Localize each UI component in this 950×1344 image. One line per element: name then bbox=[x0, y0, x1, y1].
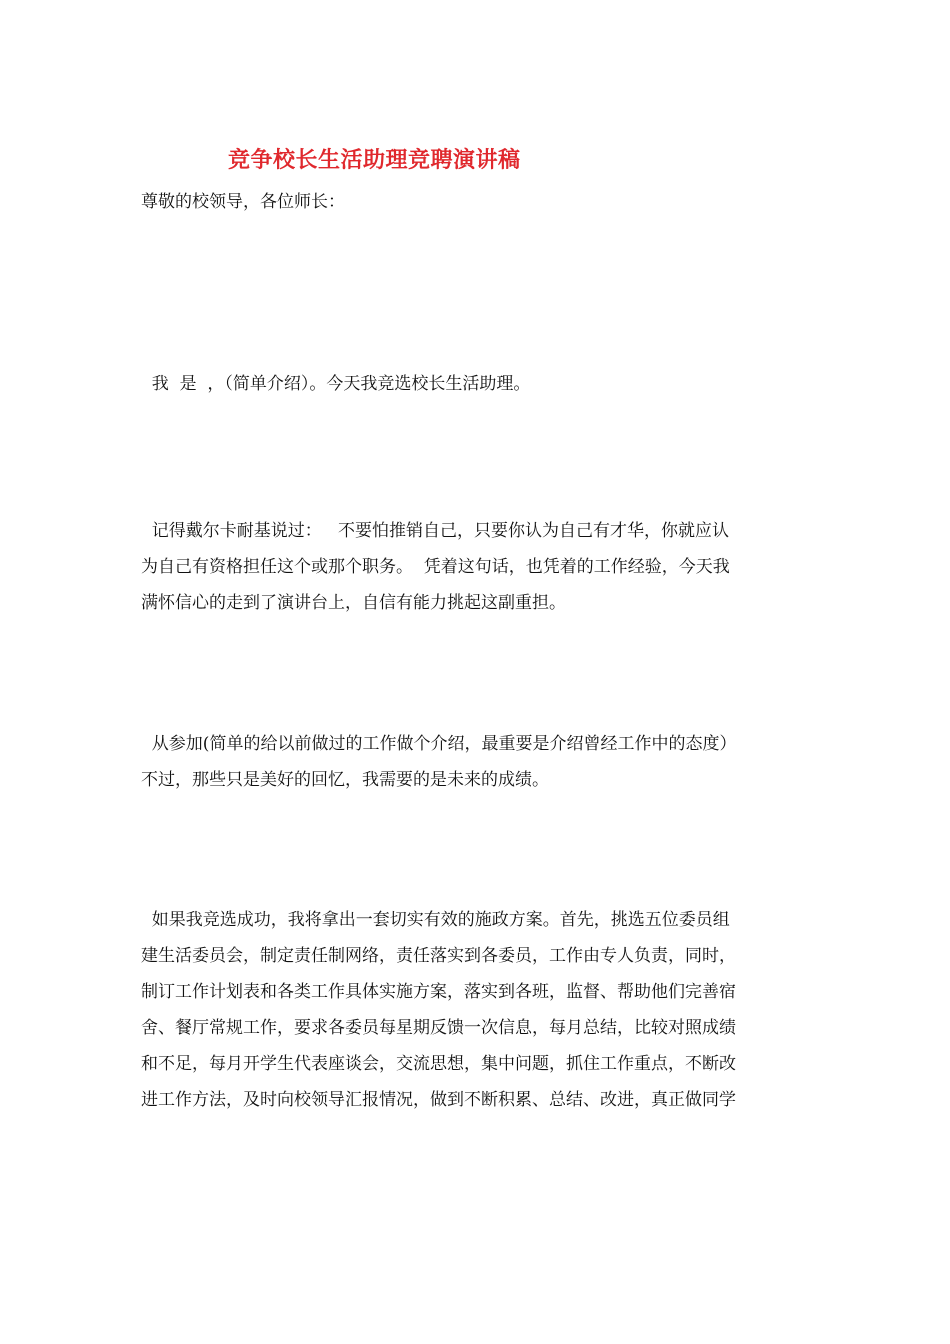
paragraph-line: 记得戴尔卡耐基说过： 不要怕推销自己，只要你认为自己有才华，你就应认 bbox=[141, 521, 730, 541]
paragraph-line: 舍、餐厅常规工作，要求各委员每星期反馈一次信息，每月总结，比较对照成绩 bbox=[141, 1018, 736, 1038]
paragraph-line: 从参加(简单的给以前做过的工作做个介绍，最重要是介绍曾经工作中的态度） bbox=[141, 734, 737, 754]
paragraph-line: 满怀信心的走到了演讲台上，自信有能力挑起这副重担。 bbox=[141, 593, 566, 613]
paragraph-line: 和不足，每月开学生代表座谈会，交流思想，集中问题，抓住工作重点，不断改 bbox=[141, 1054, 736, 1074]
paragraph-line: 如果我竞选成功，我将拿出一套切实有效的施政方案。首先，挑选五位委员组 bbox=[141, 910, 730, 930]
document-title: 竞争校长生活助理竞聘演讲稿 bbox=[228, 147, 521, 173]
paragraph-line: 不过，那些只是美好的回忆，我需要的是未来的成绩。 bbox=[141, 770, 549, 790]
intro-line: 我 是 ，（简单介绍）。今天我竞选校长生活助理。 bbox=[141, 374, 531, 394]
paragraph-line: 建生活委员会，制定责任制网络，责任落实到各委员，工作由专人负责，同时， bbox=[141, 946, 736, 966]
paragraph-line: 进工作方法，及时向校领导汇报情况，做到不断积累、总结、改进，真正做同学 bbox=[141, 1090, 736, 1110]
paragraph-line: 制订工作计划表和各类工作具体实施方案，落实到各班，监督、帮助他们完善宿 bbox=[141, 982, 736, 1002]
paragraph-line: 为自己有资格担任这个或那个职务。 凭着这句话，也凭着的工作经验，今天我 bbox=[141, 557, 730, 577]
greeting-line: 尊敬的校领导，各位师长： bbox=[141, 192, 345, 212]
